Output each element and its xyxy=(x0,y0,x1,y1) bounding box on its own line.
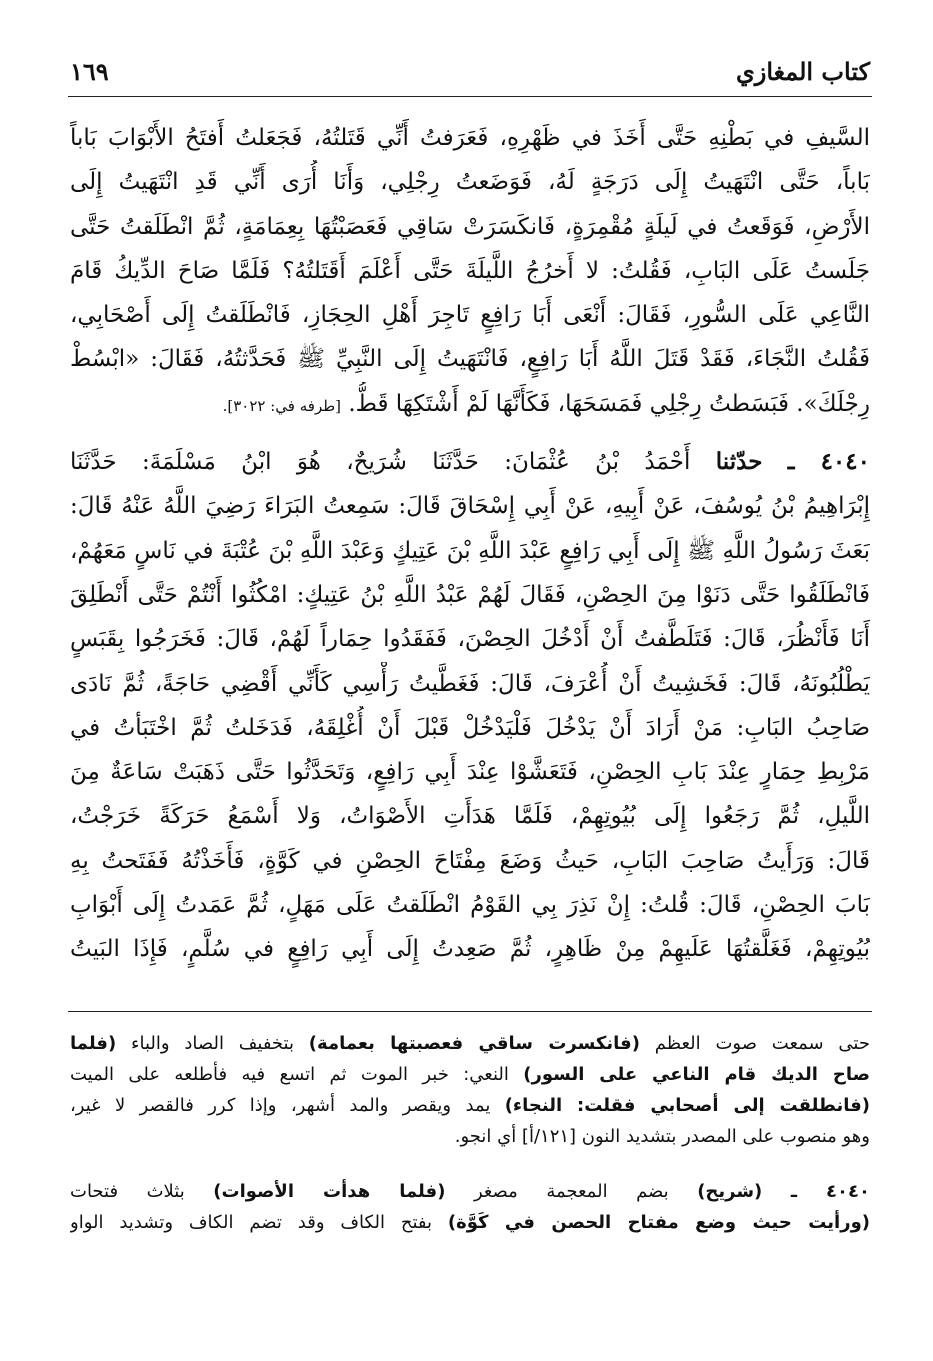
note-text: حتى سمعت صوت العظم xyxy=(654,1033,870,1054)
text-line: بُيُوتِهِمْ، فَغَلَّقتُهَا عَلَيهِمْ مِنْ ظَاهِرٍ، ثُمَّ صَعِدتُ إِلَى أَبِي رَافِعٍ في سُلَّمٍ، فَإِذَا البَيتُ xyxy=(70,936,870,963)
note-lemma: صاح الديك قام الناعي على السور) xyxy=(523,1064,870,1085)
text-line: قَالَ: وَرَأَيتُ صَاحِبَ البَابِ، حَيثُ وَضَعَ مِفْتَاحَ الحِصْنِ في كَوَّةٍ، فَأَخَذْتُهُ فَفَتَحتُ بِهِ xyxy=(70,847,870,874)
note-text: بثلاث فتحات xyxy=(70,1181,185,1202)
text-line: فَانْطَلَقُوا حَتَّى دَنَوْا مِنَ الحِصْنِ، فَقَالَ لَهُمْ عَبْدُ اللَّهِ بْنُ عَتِيكٍ: امْكُثُوا أَنْتُمْ حَتَّى أَنْطَلِقَ xyxy=(70,581,870,608)
note-line: وهو منصوب على المصدر بتشديد النون [١٢١/أ] أي انجو. xyxy=(454,1126,870,1147)
text-line-content: أَحْمَدُ بْنُ عُثْمَانَ: حَدَّثَنَا شُرَيحٌ، هُوَ ابْنُ مَسْلَمَةَ: حَدَّثَنَا xyxy=(70,449,691,476)
text-line: الأَرْضِ، فَوَقَعتُ في لَيلَةٍ مُقْمِرَةٍ، فَانكَسَرَتْ سَاقِي فَعَصَبْتُهَا بِعِمَامَةٍ، ثُمَّ انْطَلَقتُ حَتَّى xyxy=(70,213,870,240)
text-line: يَطْلُبُونَهُ، قَالَ: فَخَشِيتُ أَنْ أُعْرَفَ، قَالَ: فَغَطَّيتُ رَأْسِي كَأَنِّي أَقْضِي حَاجَةً، ثُمَّ نَادَى xyxy=(70,670,870,697)
haddathana-label: حدّثنا xyxy=(715,448,763,476)
cross-reference: [طرفه في: ٣٠٢٢]. xyxy=(222,396,342,415)
page-number: ١٦٩ xyxy=(70,57,109,86)
paragraph-continuation xyxy=(70,116,870,426)
text-line: جَلَستُ عَلَى البَابِ، فَقُلتُ: لا أَخرُجُ اللَّيلَةَ حَتَّى أَعْلَمَ أَقَتَلتُهُ؟ فَلَمَّا صَاحَ الدِّيكُ قَامَ xyxy=(70,257,870,284)
paragraph-gap xyxy=(70,426,870,440)
note-text: النعي: خبر الموت ثم اتسع فيه فأطلعه على الميت xyxy=(70,1064,509,1085)
text-line: فَقُلتُ النَّجَاءَ، فَقَدْ قَتَلَ اللَّهُ أَبَا رَافِعٍ، فَانْتَهَيتُ إِلَى النَّبِيِّ ﷺ فَحَدَّثتُهُ، فَقَالَ: «ابْسُطْ xyxy=(70,346,870,373)
note-text: يمد ويقصر والمد أشهر، وإذا كرر فالقصر لا غير، xyxy=(70,1095,491,1116)
note-text: بضم المعجمة مصغر xyxy=(473,1181,669,1202)
note-line xyxy=(70,1090,870,1121)
main-text xyxy=(70,116,870,972)
note-line xyxy=(70,1059,870,1090)
note-lemma: (فلما xyxy=(70,1033,117,1054)
note-line xyxy=(70,1207,870,1238)
note-text: بتخفيف الصاد والباء xyxy=(131,1033,294,1054)
text-line: السَّيفِ في بَطْنِهِ حَتَّى أَخَذَ في ظَهْرِهِ، فَعَرَفتُ أَنِّي قَتَلتُهُ، فَجَعَلتُ أَفتَحُ الأَبْوَابَ بَاباً xyxy=(70,125,870,151)
text-line: صَاحِبُ البَابِ: مَنْ أَرَادَ أَنْ يَدْخُلَ فَلْيَدْخُلْ قَبْلَ أَنْ أُغْلِقَهُ، فَدَخَلتُ ثُمَّ اخْتَبَأتُ في xyxy=(70,714,870,741)
header-divider xyxy=(68,96,872,97)
hadith-number: ٤٠٤٠ ـ xyxy=(787,448,870,476)
text-line xyxy=(70,382,870,426)
text-line: أَنَا فَأَنْظُرَ، قَالَ: فَتَلَطَّفتُ أَنْ أَدْخُلَ الحِصْنَ، فَفَقَدُوا حِمَاراً لَهُمْ، قَالَ: فَخَرَجُوا بِقَبَسٍ xyxy=(70,626,870,653)
note-line xyxy=(70,1028,870,1059)
text-line-content: رِجْلَكَ». فَبَسَطتُ رِجْلِي فَمَسَحَهَا، فَكَأَنَّهَا لَمْ أَشْتَكِهَا قَطُّ. xyxy=(348,390,870,417)
text-line: بَاباً، حَتَّى انْتَهَيتُ إِلَى دَرَجَةٍ لَهُ، فَوَضَعتُ رِجْلِي، وَأَنَا أُرَى أَنِّي قَدِ انْتَهَيتُ إِلَى xyxy=(70,169,870,196)
text-line: مَرْبِطِ حِمَارٍ عِنْدَ بَابِ الحِصْنِ، فَتَعَشَّوْا عِنْدَ أَبِي رَافِعٍ، وَتَحَدَّثُوا حَتَّى ذَهَبَتْ سَاعَةٌ مِنَ xyxy=(70,759,870,786)
text-line: بَعَثَ رَسُولُ اللَّهِ ﷺ إِلَى أَبِي رَافِعٍ عَبْدَ اللَّهِ بْنَ عَتِيكٍ وَعَبْدَ اللَّهِ بْنَ عُتْبَةَ في نَاسٍ مَعَهُمْ، xyxy=(70,537,870,564)
page-header xyxy=(70,52,870,96)
note-lemma: (ورأيت حيث وضع مفتاح الحصن في كَوَّة) xyxy=(447,1212,870,1233)
text-line: إِبْرَاهِيمُ بْنُ يُوسُفَ، عَنْ أَبِيهِ، عَنْ أَبِي إِسْحَاقَ قَالَ: سَمِعتُ البَرَاءَ رَضِيَ اللَّهُ عَنْهُ قَالَ: xyxy=(70,493,870,520)
footnote-divider xyxy=(68,1011,872,1012)
note-lemma: (فانطلقت إلى أصحابي فقلت: النجاء) xyxy=(504,1095,870,1116)
text-line: النَّاعِي عَلَى السُّورِ، فَقَالَ: أَنْعَى أَبَا رَافِعٍ تَاجِرَ أَهْلِ الحِجَازِ، فَانْطَلَقتُ إِلَى أَصْحَابِي، xyxy=(70,302,870,329)
note-line xyxy=(70,1176,870,1207)
hadith-4040 xyxy=(70,440,870,972)
note-paragraph xyxy=(70,1028,870,1152)
commentary-notes xyxy=(70,1028,870,1238)
notes-gap xyxy=(70,1152,870,1176)
text-line xyxy=(70,440,870,484)
text-line: بَابَ الحِصْنِ، قَالَ: قُلتُ: إِنْ نَذِرَ بِي القَوْمُ انْطَلَقتُ عَلَى مَهَلٍ، ثُمَّ عَمَدتُ إِلَى أَبْوَابِ xyxy=(70,892,870,919)
note-number: ٤٠٤٠ ـ xyxy=(790,1181,870,1202)
note-lemma: (فلما هدأت الأصوات) xyxy=(213,1181,446,1202)
note-lemma: (فانكسرت ساقي فعصبتها بعمامة) xyxy=(308,1033,640,1054)
note-text: بفتح الكاف وقد تضم الكاف وتشديد الواو xyxy=(70,1212,433,1233)
book-title: كتاب المغازي xyxy=(735,57,870,86)
note-paragraph xyxy=(70,1176,870,1238)
note-lemma: (شريح) xyxy=(697,1181,763,1202)
text-line: اللَّيلِ، ثُمَّ رَجَعُوا إِلَى بُيُوتِهِمْ، فَلَمَّا هَدَأَتِ الأَصْوَاتُ، وَلا أَسْمَعُ حَرَكَةً خَرَجْتُ، xyxy=(70,803,870,830)
